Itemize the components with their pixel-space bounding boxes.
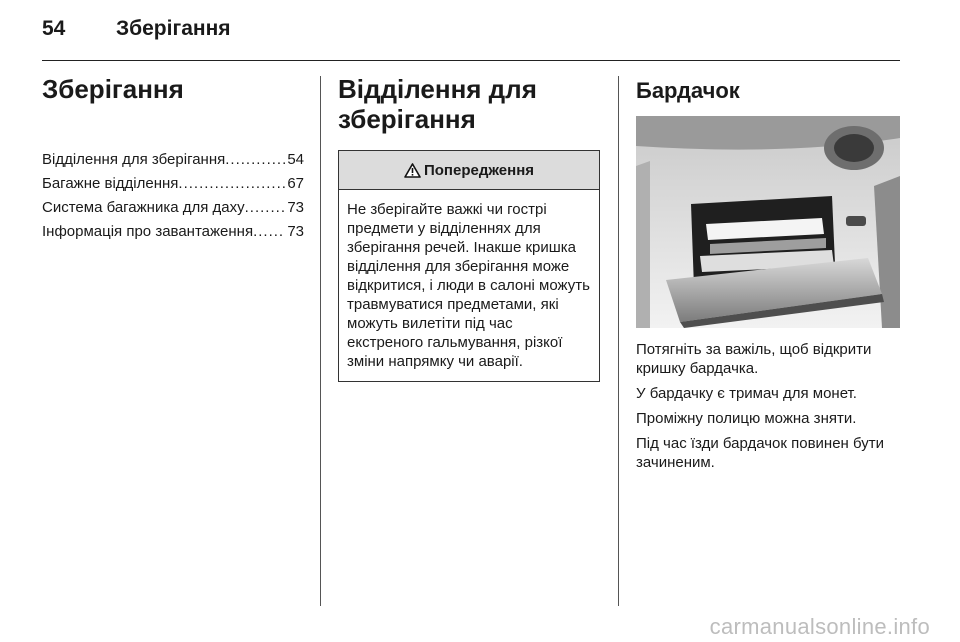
- header-rule: [42, 60, 900, 61]
- paragraph: Проміжну полицю можна зняти.: [636, 410, 857, 427]
- page-header: [42, 14, 231, 44]
- warning-triangle-icon: [404, 163, 421, 178]
- glovebox-photo: [636, 116, 900, 328]
- toc-entry[interactable]: [42, 196, 304, 220]
- toc-entry-page: 54: [287, 151, 304, 168]
- toc-leader-dots: [225, 148, 285, 172]
- column-glovebox: [636, 74, 902, 478]
- toc-leader-dots: [178, 172, 285, 196]
- page-number: 54: [42, 17, 66, 40]
- subsection-title: Бардачок: [636, 78, 740, 103]
- section-title: Відділення для зберігання: [338, 74, 537, 134]
- toc-entry-page: 73: [287, 199, 304, 216]
- glovebox-text: [636, 340, 902, 472]
- paragraph: Потягніть за важіль, щоб відкрити кришку бардачка.: [636, 341, 872, 377]
- warning-title: Попередження: [423, 161, 535, 179]
- toc-entry-label: Багажне відділення: [42, 175, 179, 192]
- column-divider-1: [320, 76, 321, 606]
- column-divider-2: [618, 76, 619, 606]
- toc-entry-page: 73: [287, 223, 304, 240]
- warning-text: Не зберігайте важкі чи гострі предмети у відділеннях для зберігання речей. Інакше кришка відділення для зберігання може відкритися, і люди в салоні можуть травмуватися предметами, які можуть вилетіти під час екстреного гальмування, різкої зміни напрямку чи аварії.: [347, 201, 590, 370]
- toc-entry-label: Відділення для зберігання: [42, 151, 226, 168]
- watermark: carmanualsonline.info: [709, 614, 930, 639]
- toc-leader-dots: [245, 196, 286, 220]
- toc-entry[interactable]: [42, 148, 304, 172]
- column-contents: [42, 74, 304, 244]
- paragraph: Під час їзди бардачок повинен бути зачиненим.: [636, 435, 885, 471]
- chapter-title: Зберігання: [42, 74, 184, 104]
- toc-entry-page: 67: [287, 175, 304, 192]
- running-section-title: Зберігання: [116, 17, 231, 40]
- table-of-contents: [42, 148, 304, 244]
- warning-box: [338, 150, 600, 382]
- glovebox-illustration: [636, 116, 900, 328]
- toc-entry[interactable]: [42, 220, 304, 244]
- warning-header: [339, 151, 599, 190]
- toc-entry[interactable]: [42, 172, 304, 196]
- column-storage-compartments: [338, 74, 602, 382]
- toc-entry-label: Інформація про завантаження: [42, 223, 254, 240]
- toc-entry-label: Система багажника для даху: [42, 199, 245, 216]
- paragraph: У бардачку є тримач для монет.: [636, 385, 857, 402]
- toc-leader-dots: [253, 220, 285, 244]
